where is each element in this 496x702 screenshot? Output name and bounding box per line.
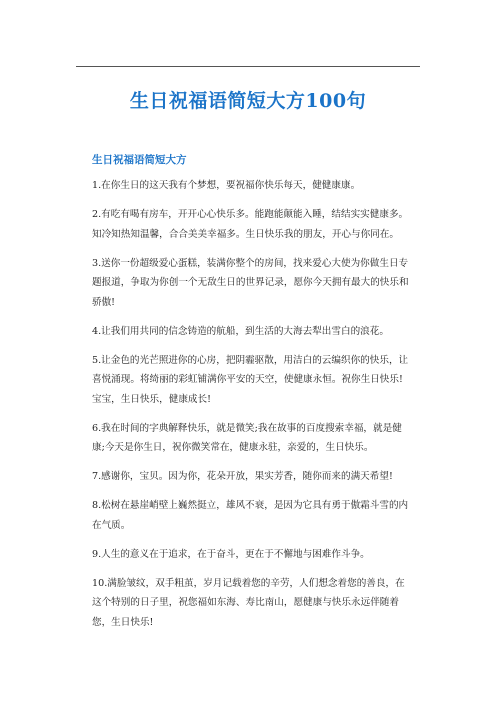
paragraph-list bbox=[92, 176, 410, 642]
paragraph-7: 7.感谢你，宝贝。因为你，花朵开放，果实芳香，随你而来的满天希望! bbox=[92, 471, 393, 482]
paragraph-1: 1.在你生日的这天我有个梦想，要祝福你快乐每天，健健康康。 bbox=[92, 180, 361, 191]
paragraph-6: 6.我在时间的字典解释快乐，就是微笑;我在故事的百度搜索幸福，就是健康;今天是你生日，祝你微笑常在，健康永驻，亲爱的，生日快乐。 bbox=[92, 422, 402, 453]
page-title: 生日祝福语简短大方100句 bbox=[129, 90, 367, 112]
paragraph-9: 9.人生的意义在于追求，在于奋斗，更在于不懈地与困难作斗争。 bbox=[92, 548, 370, 560]
paragraph-8: 8.松树在悬崖峭壁上巍然挺立，雄风不衰，是因为它具有勇于傲霜斗雪的内在气质。 bbox=[92, 500, 409, 531]
paragraph-3: 3.送你一份超级爱心蛋糕，装满你整个的房间，找来爱心大使为你做生日专题报道，争取为你创一个无敌生日的世界记录，愿你今天拥有最大的快乐和骄傲! bbox=[92, 257, 409, 308]
paragraph-4: 4.让我们用共同的信念铸造的航船，到生活的大海去犁出雪白的浪花。 bbox=[92, 325, 389, 337]
section-heading: 生日祝福语简短大方 bbox=[92, 154, 187, 166]
header-rule bbox=[76, 66, 420, 67]
paragraph-10: 10.满脸皱纹，双手粗茧，岁月记载着您的辛劳，人们想念着您的善良，在这个特别的日子里，祝您福如东海、寿比南山，愿健康与快乐永远伴随着您，生日快乐! bbox=[92, 577, 405, 628]
paragraph-5: 5.让金色的光芒照进你的心房，把阴霾驱散，用洁白的云编织你的快乐，让喜悦涌现。将绮丽的彩虹铺满你平安的天空，使健康永恒。祝你生日快乐!宝宝，生日快乐，健康成长! bbox=[92, 354, 409, 405]
paragraph-2: 2.有吃有喝有房车，开开心心快乐多。能跑能颠能入睡，结结实实健康多。知冷知热知温馨，合合美美幸福多。生日快乐我的朋友，开心与你同在。 bbox=[92, 209, 409, 240]
